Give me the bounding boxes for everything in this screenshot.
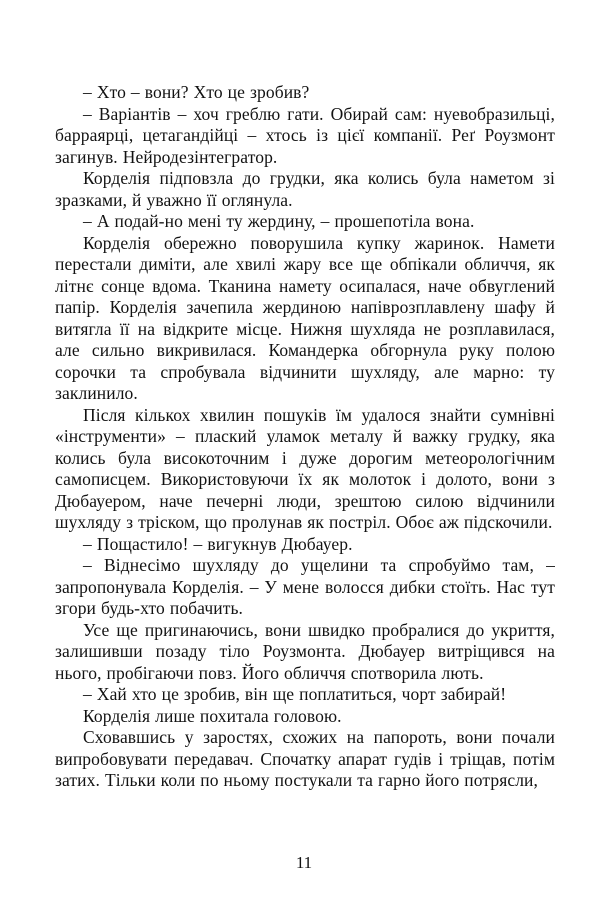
paragraph: Корделія підповзла до грудки, яка колись була наметом зі зразками, й уважно її оглянула.	[55, 168, 555, 210]
paragraph: – Варіантів – хоч греблю гати. Обирай сам: нуевобразильці, барраярці, цетагандійці – хтось із цієї компанії. Реґ Роузмонт загинув. Нейродезінтегратор.	[55, 103, 555, 167]
paragraph: Усе ще пригинаючись, вони швидко пробралися до укриття, залишивши позаду тіло Роузмонта. Дюбауер витріщився на нього, пробігаючи повз. Його обличчя спотворила лють.	[55, 619, 555, 683]
paragraph: Корделія лише похитала головою.	[83, 705, 342, 726]
paragraph: – Віднесімо шухляду до ущелини та спробуймо там, – запропонувала Корделія. – У мене волосся дибки стоїть. Нас тут згори будь-хто побачить.	[55, 555, 555, 618]
paragraph: – Хто – вони? Хто це зробив?	[83, 82, 310, 102]
paragraph: – Пощастило! – вигукнув Дюбауер.	[83, 533, 353, 554]
paragraph: Після кількох хвилин пошуків їм удалося знайти сумнівні «інструменти» – плаский уламок металу й важку грудку, яка колись була високоточним і дуже дорогим метеорологічним самописцем. Використовуючи їх як молоток і долото, вони з Дюбауером, наче печерні люди, зрештою силою відчинили шухляду з тріском, що пролунав як постріл. Обоє аж підскочили.	[55, 404, 555, 532]
paragraph: Корделія обережно поворушила купку жаринок. Намети перестали диміти, але хвилі жару все ще обпікали обличчя, як літнє сонце вдома. Тканина намету осипалася, наче обвуглений папір. Корделія зачепила жердиною напіврозплавлену шафу й витягла її на відкрите місце. Нижня шухляда не розплавилася, але сильно викривилася. Командерка обгорнула руку полою сорочки та спробувала відчинити шухляду, але марно: ту заклинило.	[55, 232, 555, 403]
paragraph: – Хай хто це зробив, він ще поплатиться, чорт забирай!	[83, 684, 507, 704]
text-block	[55, 82, 555, 792]
paragraph: Сховавшись у заростях, схожих на папороть, вони почали випробовувати передавач. Спочатку апарат гудів і тріщав, потім затих. Тільки коли по ньому постукали та гарно його потрясли,	[55, 727, 555, 790]
paragraph: – А подай-но мені ту жердину, – прошепотіла вона.	[83, 211, 475, 231]
page-number: 11	[295, 853, 313, 872]
